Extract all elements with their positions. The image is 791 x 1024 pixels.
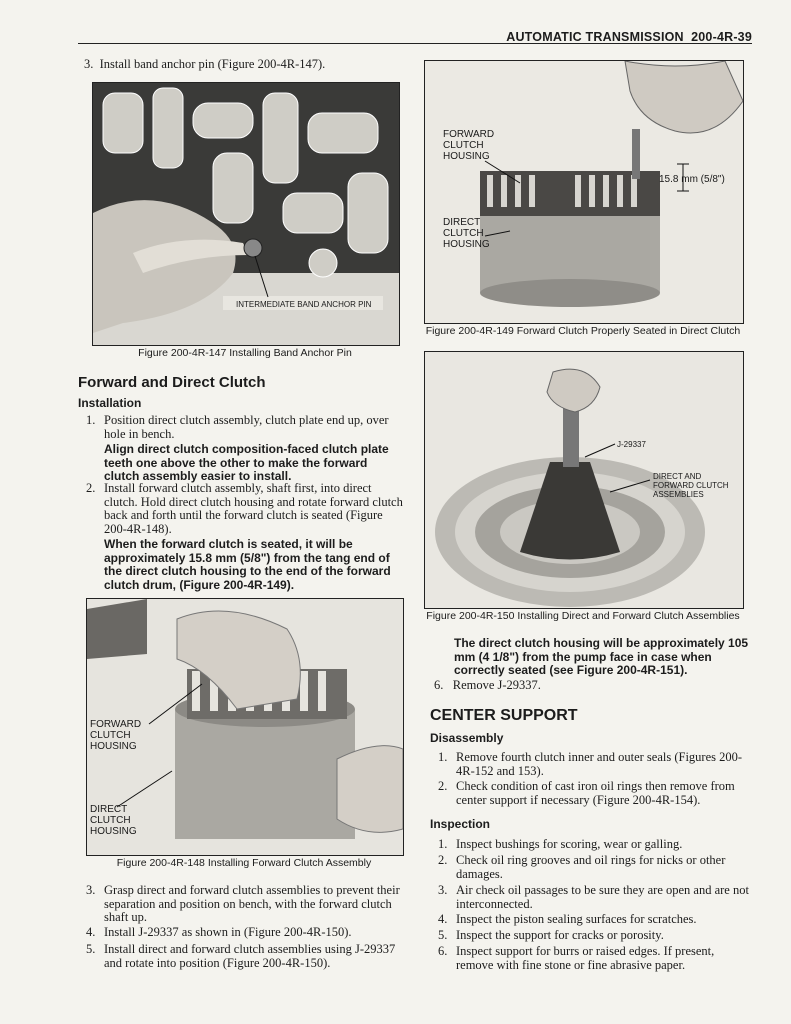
header-title: AUTOMATIC TRANSMISSION bbox=[506, 30, 684, 44]
disassembly-steps bbox=[438, 751, 750, 811]
step-number: 3. bbox=[438, 883, 448, 897]
label-line: DIRECT bbox=[90, 804, 128, 815]
step-text: Inspect support for burrs or raised edges. If present, remove with fine stone or fine abrasive paper. bbox=[456, 944, 715, 972]
figure-147-label: INTERMEDIATE BAND ANCHOR PIN bbox=[236, 300, 372, 309]
section-title-center-support: CENTER SUPPORT bbox=[430, 707, 578, 724]
install-step-4 bbox=[86, 926, 404, 940]
label-line: FORWARD bbox=[90, 719, 142, 730]
step-number: 5. bbox=[438, 928, 448, 942]
figure-149-caption: Figure 200-4R-149 Forward Clutch Properly Seated in Direct Clutch bbox=[425, 325, 741, 337]
label-line: FORWARD bbox=[443, 129, 495, 140]
figure-150-tool-label: J-29337 bbox=[617, 440, 646, 449]
figure-148-photo bbox=[86, 598, 404, 856]
step-text: Inspect the piston sealing surfaces for scratches. bbox=[456, 912, 697, 926]
label-line: DIRECT AND bbox=[653, 472, 702, 481]
step-text: Check oil ring grooves and oil rings for nicks or other damages. bbox=[456, 853, 726, 881]
step-text: Install direct and forward clutch assemblies using J-29337 and rotate into position (Figure 200-4R-150). bbox=[104, 942, 396, 970]
step-number: 4. bbox=[438, 912, 448, 926]
step-text: Inspect bushings for scoring, wear or galling. bbox=[456, 837, 683, 851]
figure-150-assembly-label bbox=[653, 472, 729, 499]
step-text: Position direct clutch assembly, clutch plate end up, over hole in bench. bbox=[104, 413, 389, 441]
step-text: Inspect the support for cracks or porosity. bbox=[456, 928, 664, 942]
inspection-step-3 bbox=[438, 884, 750, 911]
step-text: Install J-29337 as shown in (Figure 200-4R-150). bbox=[104, 925, 352, 939]
install-step-2 bbox=[86, 482, 404, 592]
step-number: 4. bbox=[86, 925, 96, 939]
install-step-5 bbox=[86, 943, 404, 970]
step-6-remove-tool bbox=[434, 679, 750, 693]
step-number: 2. bbox=[438, 779, 448, 793]
step-text: Install forward clutch assembly, shaft first, into direct clutch. Hold direct clutch housing and rotate forward clutch back and forth until the forward clutch is seated (Figure 200-4R-148). bbox=[104, 481, 403, 536]
label-line: HOUSING bbox=[443, 151, 490, 162]
step-text: Grasp direct and forward clutch assemblies to prevent their separation and position on bench, with the forward clutch shaft up. bbox=[104, 883, 400, 924]
header-rule bbox=[78, 43, 752, 44]
inspection-step-5 bbox=[438, 929, 750, 943]
inspection-step-1 bbox=[438, 838, 750, 852]
step-number: 5. bbox=[86, 942, 96, 956]
figure-149-direct-label bbox=[443, 217, 490, 250]
steps-3-to-5 bbox=[86, 884, 404, 984]
figure-149-measurement: 15.8 mm (5/8") bbox=[659, 174, 725, 185]
figure-147-caption: Figure 200-4R-147 Installing Band Anchor Pin bbox=[138, 347, 352, 359]
label-line: CLUTCH bbox=[90, 815, 131, 826]
installation-steps bbox=[86, 414, 404, 594]
inspection-step-4 bbox=[438, 913, 750, 927]
disassembly-step-1 bbox=[438, 751, 750, 778]
disassembly-step-2 bbox=[438, 780, 750, 807]
step-note: Align direct clutch composition-faced clutch plate teeth one above the other to make the forward clutch assembly easier to install. bbox=[104, 442, 389, 483]
label-line: CLUTCH bbox=[443, 140, 484, 151]
figure-149-forward-label bbox=[443, 129, 494, 162]
figure-148-forward-label bbox=[90, 719, 141, 752]
inspection-step-6 bbox=[438, 945, 750, 972]
step-note: When the forward clutch is seated, it will be approximately 15.8 mm (5/8") from the tang end of the direct clutch housing to the end of the forward clutch drum, (Figure 200-4R-149). bbox=[104, 537, 391, 592]
label-line: ASSEMBLIES bbox=[653, 490, 704, 499]
step-3-install-pin bbox=[84, 58, 404, 72]
section-title-forward-direct-clutch: Forward and Direct Clutch bbox=[78, 374, 266, 391]
label-line: HOUSING bbox=[90, 741, 137, 752]
step-number: 2. bbox=[86, 481, 96, 495]
figure-148-caption: Figure 200-4R-148 Installing Forward Clutch Assembly bbox=[116, 857, 372, 869]
subsection-inspection: Inspection bbox=[430, 817, 491, 831]
figure-149-photo bbox=[424, 60, 744, 324]
label-line: CLUTCH bbox=[90, 730, 131, 741]
step-text: Check condition of cast iron oil rings then remove from center support if necessary (Figure 200-4R-154). bbox=[456, 779, 735, 807]
step-number: 1. bbox=[438, 750, 448, 764]
label-line: HOUSING bbox=[443, 239, 490, 250]
subsection-installation: Installation bbox=[78, 396, 142, 410]
label-line: CLUTCH bbox=[443, 228, 484, 239]
label-line: HOUSING bbox=[90, 826, 137, 837]
step-text: Air check oil passages to be sure they are open and are not interconnected. bbox=[456, 883, 749, 911]
step-number: 3. bbox=[84, 57, 94, 71]
figure-150-photo bbox=[424, 351, 744, 609]
figure-149-illustration bbox=[425, 61, 743, 323]
inspection-step-2 bbox=[438, 854, 750, 881]
figure-147-photo bbox=[92, 82, 400, 346]
step-text: Remove J-29337. bbox=[452, 678, 541, 692]
step-number: 6. bbox=[438, 944, 448, 958]
step-text: Install band anchor pin (Figure 200-4R-147). bbox=[99, 57, 326, 71]
step-number: 6. bbox=[434, 678, 444, 692]
step-number: 3. bbox=[86, 883, 96, 897]
label-line: FORWARD CLUTCH bbox=[653, 481, 729, 490]
step-number: 1. bbox=[438, 837, 448, 851]
inspection-steps bbox=[438, 838, 750, 978]
step-number: 1. bbox=[86, 413, 96, 427]
install-step-3 bbox=[86, 884, 404, 925]
figure-148-direct-label bbox=[90, 804, 137, 837]
figure-150-caption: Figure 200-4R-150 Installing Direct and Forward Clutch Assemblies bbox=[426, 610, 740, 622]
running-header bbox=[470, 30, 752, 44]
subsection-disassembly: Disassembly bbox=[430, 731, 504, 745]
step-number: 2. bbox=[438, 853, 448, 867]
step-text: Remove fourth clutch inner and outer seals (Figures 200-4R-152 and 153). bbox=[456, 750, 743, 778]
header-page-number: 200-4R-39 bbox=[691, 30, 752, 44]
install-step-1 bbox=[86, 414, 404, 484]
label-line: DIRECT bbox=[443, 217, 481, 228]
note-direct-clutch-housing: The direct clutch housing will be approximately 105 mm (4 1/8") from the pump face in case when correctly seated (see Figure 200-4R-151). bbox=[454, 636, 749, 677]
